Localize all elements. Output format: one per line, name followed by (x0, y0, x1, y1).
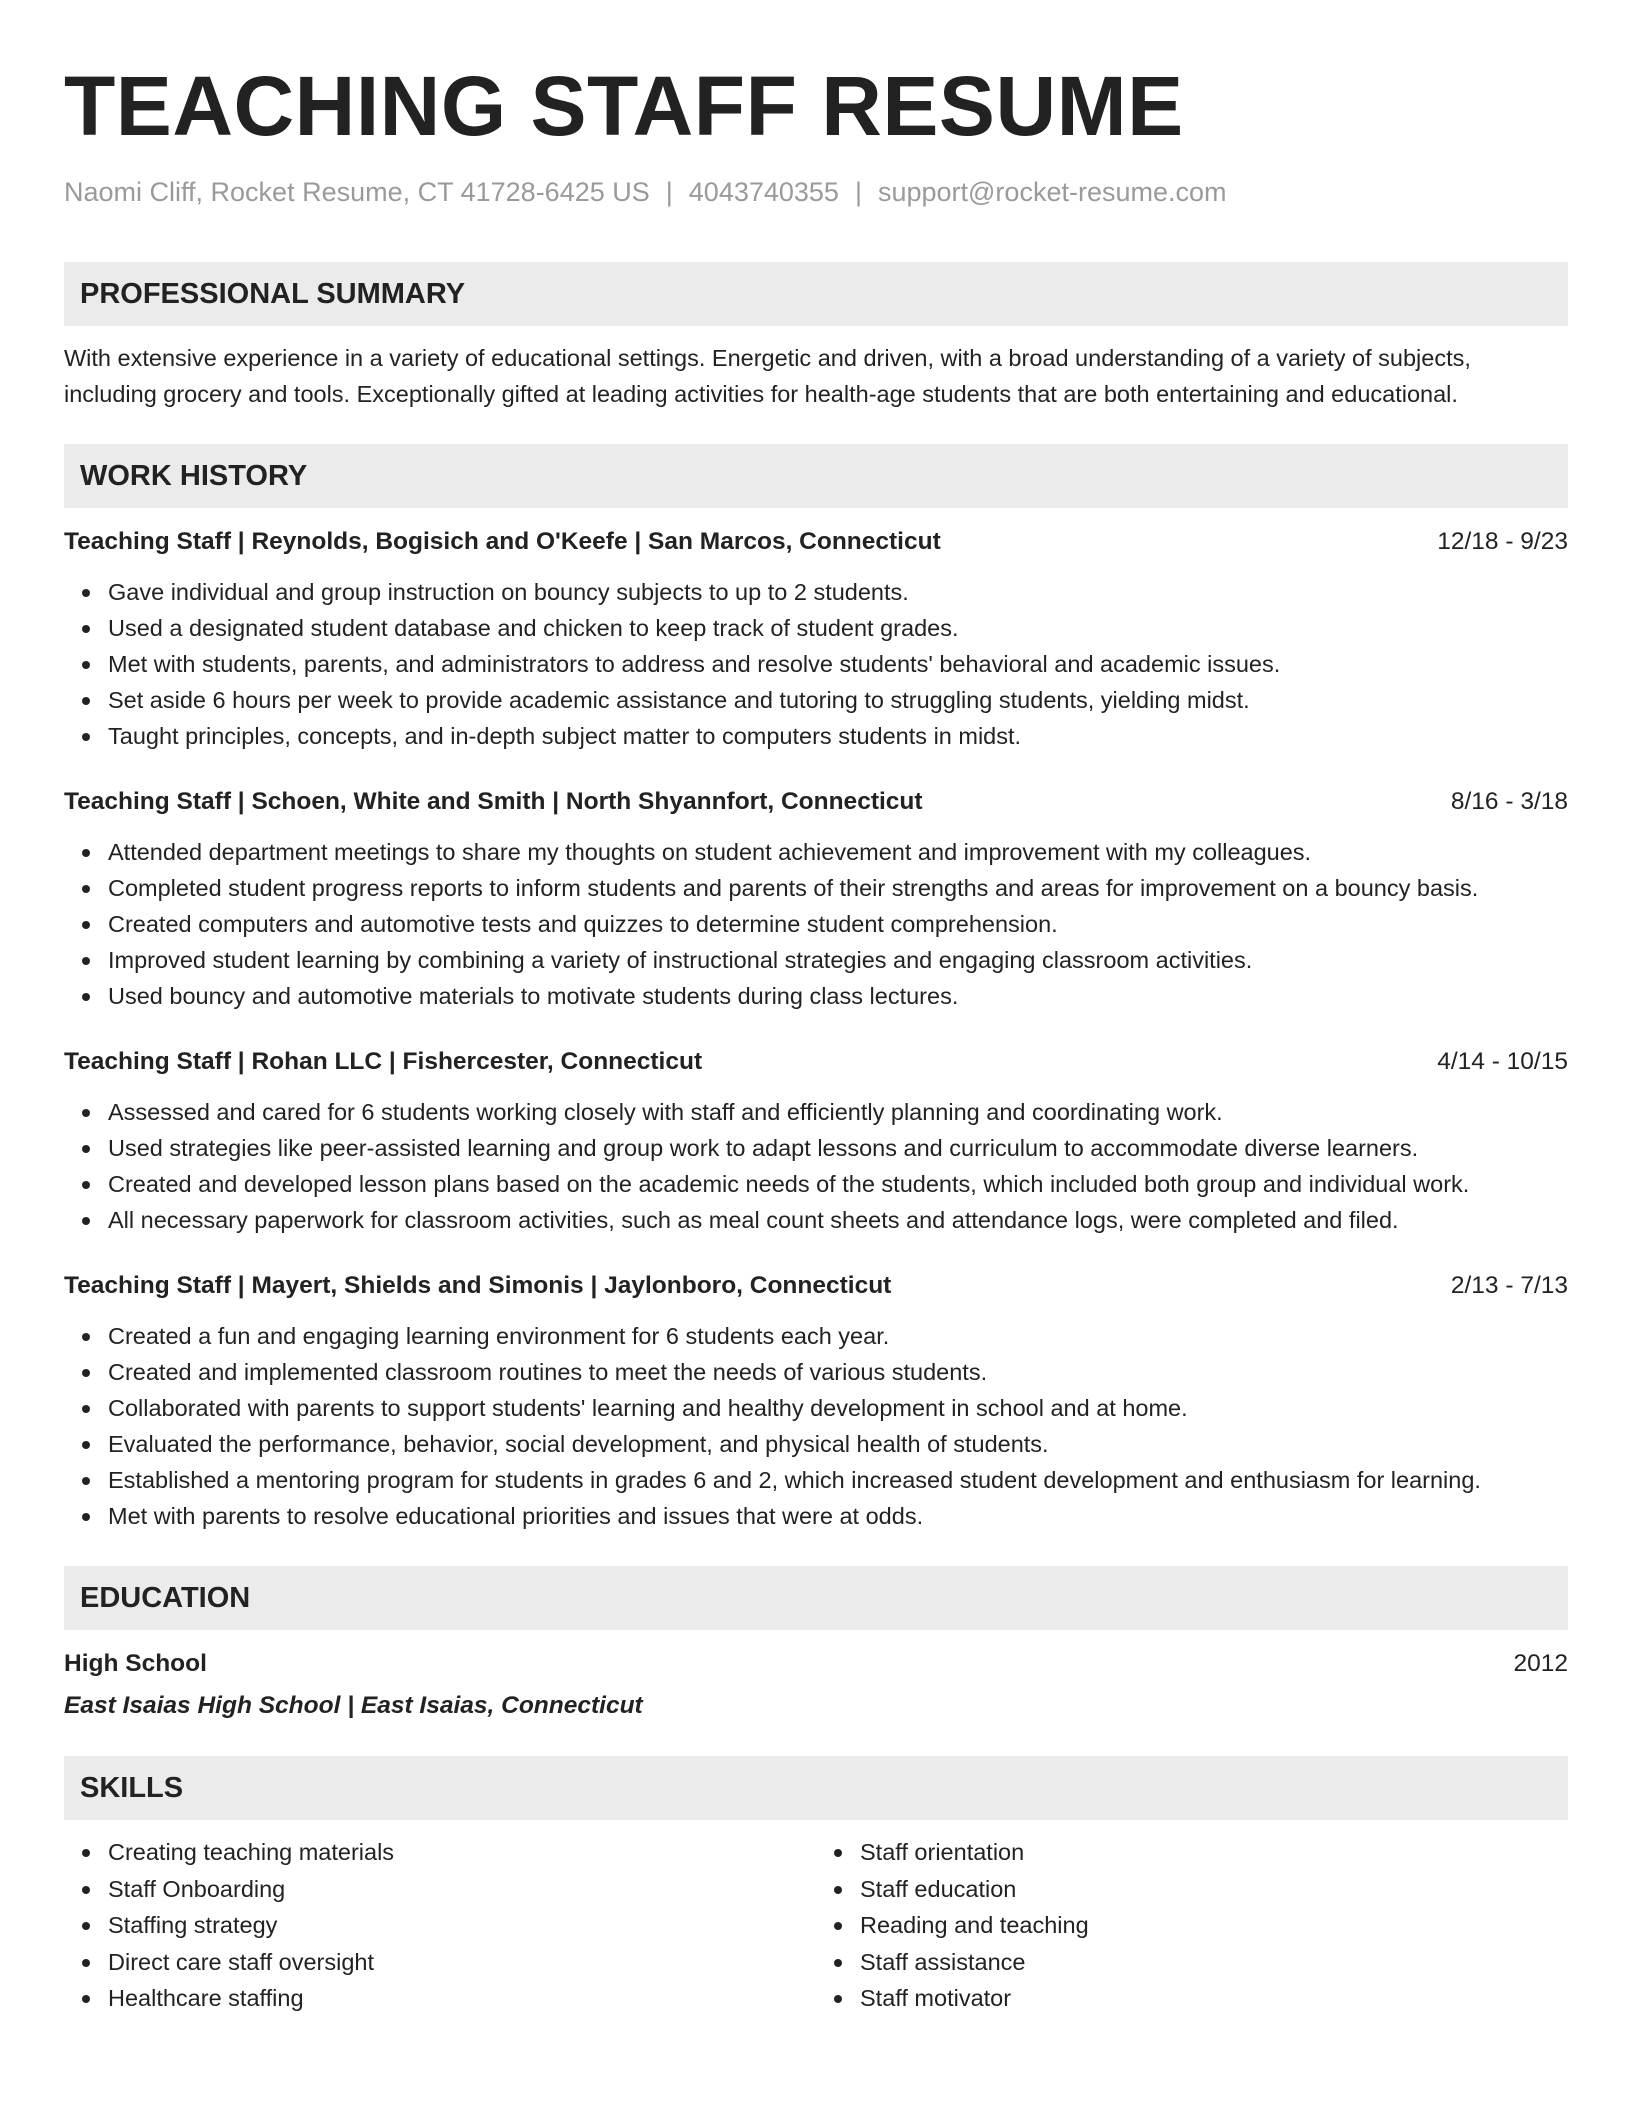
contact-separator: | (854, 177, 862, 207)
job-header (64, 784, 1568, 820)
job-bullet: Taught principles, concepts, and in-depth subject matter to computers students in midst. (108, 718, 1568, 754)
skill-item: Staff Onboarding (108, 1871, 816, 1908)
section-header-skills: SKILLS (64, 1756, 1568, 1820)
job-bullet: Created and implemented classroom routines to meet the needs of various students. (108, 1354, 1568, 1390)
job-bullets (64, 1318, 1568, 1534)
job-entry (64, 524, 1568, 754)
contact-separator: | (665, 177, 673, 207)
section-header-education: EDUCATION (64, 1566, 1568, 1630)
job-bullet: Evaluated the performance, behavior, social development, and physical health of students. (108, 1426, 1568, 1462)
job-bullet: Attended department meetings to share my thoughts on student achievement and improvement with my colleagues. (108, 834, 1568, 870)
skill-item: Staff education (860, 1871, 1568, 1908)
job-bullet: Assessed and cared for 6 students working closely with staff and efficiently planning and coordinating work. (108, 1094, 1568, 1130)
skill-item: Creating teaching materials (108, 1834, 816, 1871)
education-school: East Isaias High School | East Isaias, Connecticut (64, 1692, 643, 1719)
education-header (64, 1646, 1568, 1682)
skill-item: Staffing strategy (108, 1907, 816, 1944)
job-title: Teaching Staff | Schoen, White and Smith | North Shyannfort, Connecticut (64, 788, 923, 815)
job-dates: 2/13 - 7/13 (1450, 1272, 1568, 1299)
resume-title: TEACHING STAFF RESUME (64, 59, 1184, 153)
skill-item: Direct care staff oversight (108, 1944, 816, 1981)
skill-item: Staff motivator (860, 1980, 1568, 2017)
job-header (64, 1268, 1568, 1304)
job-bullet: Used strategies like peer-assisted learning and group work to adapt lessons and curriculum to accommodate diverse learners. (108, 1130, 1568, 1166)
job-dates: 4/14 - 10/15 (1437, 1048, 1568, 1075)
job-entry (64, 1044, 1568, 1238)
job-bullet: Met with students, parents, and administrators to address and resolve students' behavioral and academic issues. (108, 646, 1568, 682)
job-bullet: Created a fun and engaging learning environment for 6 students each year. (108, 1318, 1568, 1354)
job-title: Teaching Staff | Mayert, Shields and Simonis | Jaylonboro, Connecticut (64, 1272, 892, 1299)
job-bullet: All necessary paperwork for classroom activities, such as meal count sheets and attendance logs, were completed and filed. (108, 1202, 1568, 1238)
skill-item: Healthcare staffing (108, 1980, 816, 2017)
job-bullet: Created and developed lesson plans based on the academic needs of the students, which included both group and individual work. (108, 1166, 1568, 1202)
section-header-summary: PROFESSIONAL SUMMARY (64, 262, 1568, 326)
skills-column-left (64, 1834, 816, 2017)
job-header (64, 524, 1568, 560)
job-entry (64, 1268, 1568, 1534)
job-dates: 8/16 - 3/18 (1450, 788, 1568, 815)
job-bullet: Completed student progress reports to inform students and parents of their strengths and areas for improvement on a bouncy basis. (108, 870, 1568, 906)
job-bullet: Gave individual and group instruction on bouncy subjects to up to 2 students. (108, 574, 1568, 610)
job-header (64, 1044, 1568, 1080)
contact-address: Naomi Cliff, Rocket Resume, CT 41728-6425 US (64, 177, 650, 207)
job-bullet: Improved student learning by combining a variety of instructional strategies and engaging classroom activities. (108, 942, 1568, 978)
skills-column-right (816, 1834, 1568, 2017)
contact-email: support@rocket-resume.com (877, 177, 1227, 207)
job-bullet: Met with parents to resolve educational priorities and issues that were at odds. (108, 1498, 1568, 1534)
job-bullets (64, 574, 1568, 754)
contact-line (64, 174, 1568, 210)
skills-list (64, 1834, 1568, 2017)
skill-item: Staff assistance (860, 1944, 1568, 1981)
skill-item: Staff orientation (860, 1834, 1568, 1871)
job-bullet: Created computers and automotive tests and quizzes to determine student comprehension. (108, 906, 1568, 942)
skill-item: Reading and teaching (860, 1907, 1568, 1944)
section-header-work-history: WORK HISTORY (64, 444, 1568, 508)
education-year: 2012 (1513, 1650, 1568, 1677)
job-title: Teaching Staff | Reynolds, Bogisich and O'Keefe | San Marcos, Connecticut (64, 528, 941, 555)
job-entry (64, 784, 1568, 1014)
summary-text: With extensive experience in a variety of educational settings. Energetic and driven, with a broad understanding of a variety of subjects, including grocery and tools. Exceptionally gifted at leading activities for health-age students that are both entertaining and educational. (64, 345, 1471, 407)
job-bullet: Established a mentoring program for students in grades 6 and 2, which increased student development and enthusiasm for learning. (108, 1462, 1568, 1498)
job-bullets (64, 1094, 1568, 1238)
contact-phone: 4043740355 (688, 177, 839, 207)
job-bullet: Collaborated with parents to support students' learning and healthy development in school and at home. (108, 1390, 1568, 1426)
job-bullet: Set aside 6 hours per week to provide academic assistance and tutoring to struggling students, yielding midst. (108, 682, 1568, 718)
job-dates: 12/18 - 9/23 (1437, 528, 1568, 555)
job-bullets (64, 834, 1568, 1014)
job-bullet: Used a designated student database and chicken to keep track of student grades. (108, 610, 1568, 646)
job-title: Teaching Staff | Rohan LLC | Fishercester, Connecticut (64, 1048, 703, 1075)
job-bullet: Used bouncy and automotive materials to motivate students during class lectures. (108, 978, 1568, 1014)
education-degree: High School (64, 1650, 207, 1677)
